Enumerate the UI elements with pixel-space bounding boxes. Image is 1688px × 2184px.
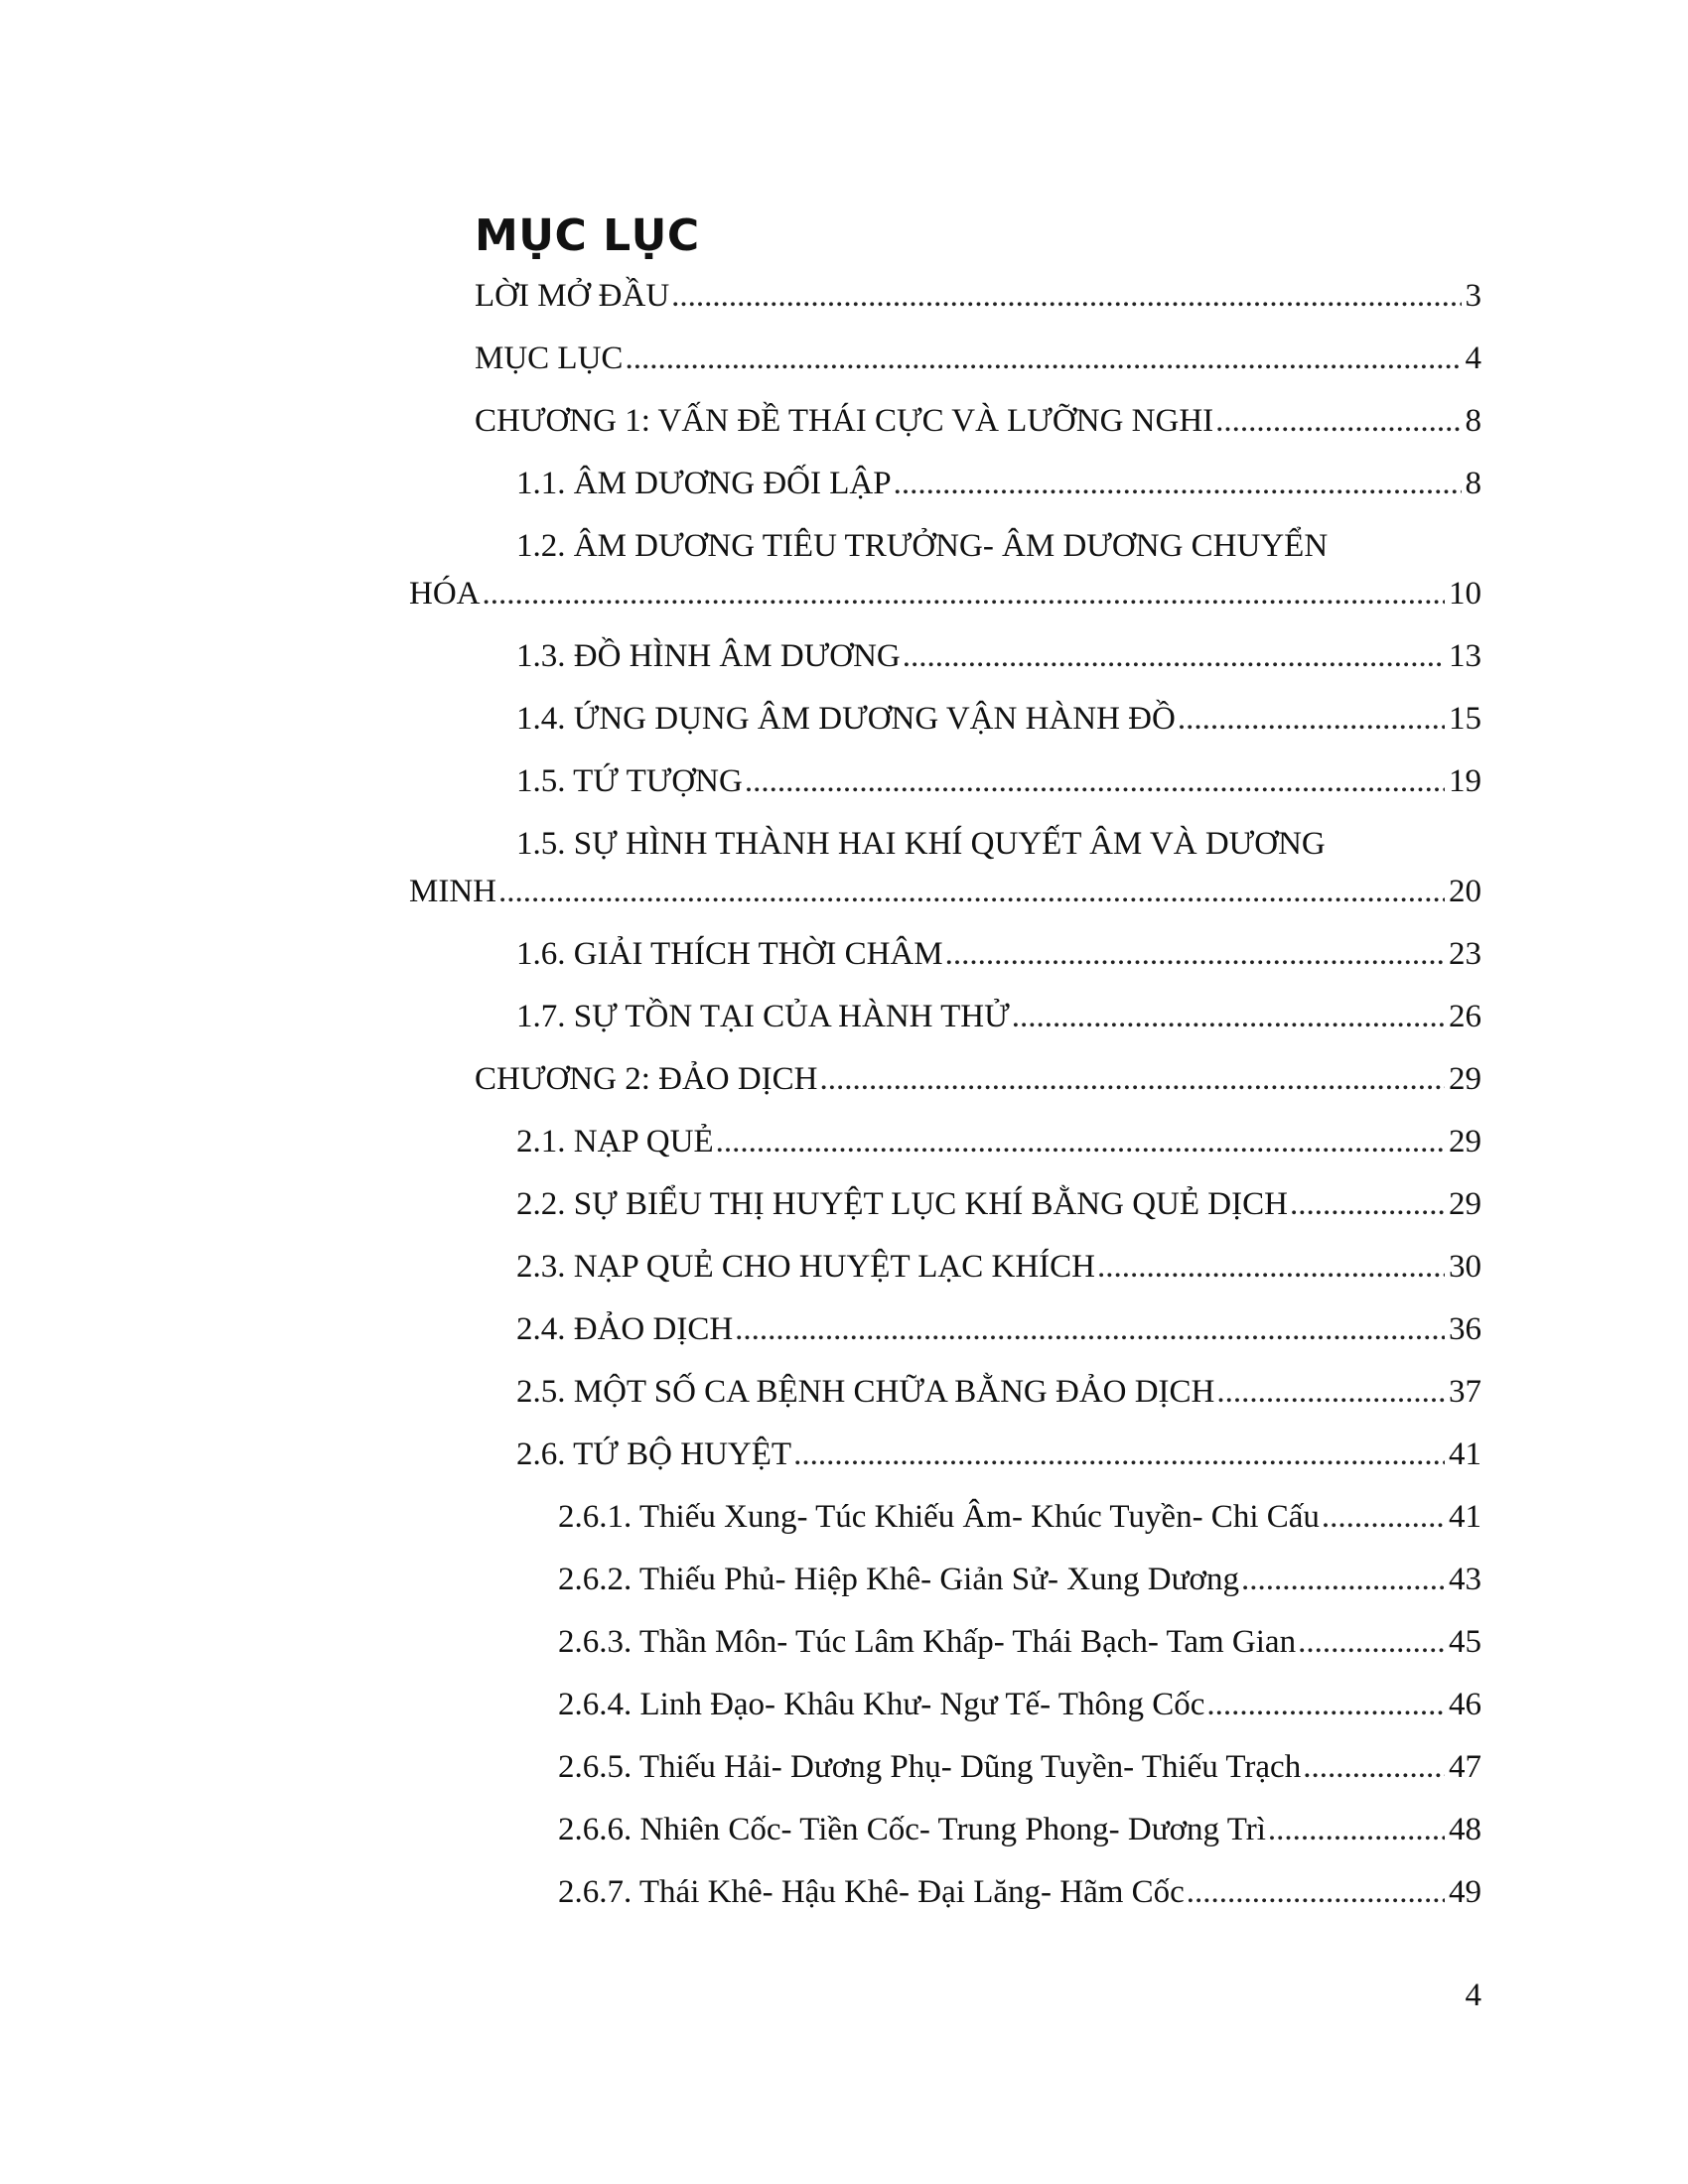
toc-entry-page: 45 [1449,1624,1481,1660]
dot-leader [735,1307,1445,1351]
toc-entry-title: 2.6.2. Thiếu Phủ- Hiệp Khê- Giản Sử- Xung Dương [558,1562,1239,1597]
toc-entry-title: MỤC LỤC [475,341,624,376]
toc-entry-page: 10 [1449,576,1481,612]
dot-leader [903,634,1445,678]
toc-entry-page: 30 [1449,1249,1481,1285]
toc-entry[interactable] [558,1808,1481,1851]
toc-entry-page: 8 [1465,466,1481,501]
toc-entry-page: 29 [1449,1186,1481,1222]
dot-leader [1241,1558,1445,1601]
toc-entry-title: 2.6.1. Thiếu Xung- Túc Khiếu Âm- Khúc Tuyền- Chi Cấu [558,1499,1320,1535]
dot-leader [498,870,1445,913]
toc-entry-page: 13 [1449,638,1481,674]
toc-entry[interactable] [558,1558,1481,1601]
toc-entry-page: 36 [1449,1311,1481,1347]
toc-entry-title: 2.6.5. Thiếu Hải- Dương Phụ- Dũng Tuyền- Thiếu Trạch [558,1749,1302,1785]
dot-leader [1290,1182,1445,1226]
toc-entry[interactable] [558,1620,1481,1664]
dot-leader [745,759,1445,803]
toc-entry-title: 2.6.7. Thái Khê- Hậu Khê- Đại Lăng- Hãm Cốc [558,1874,1185,1910]
toc-entry-title: 2.5. MỘT SỐ CA BỆNH CHỮA BẰNG ĐẢO DỊCH [516,1374,1215,1410]
toc-entry[interactable] [516,995,1481,1038]
toc-entry[interactable] [516,697,1481,741]
toc-entry-page: 23 [1449,936,1481,972]
toc-entry-title: LỜI MỞ ĐẦU [475,278,670,314]
toc-entry-page: 43 [1449,1562,1481,1597]
toc-entry[interactable] [516,932,1481,976]
dot-leader [1097,1245,1445,1289]
toc-entry-page: 15 [1449,701,1481,737]
dot-leader [1268,1808,1445,1851]
toc-entry[interactable] [516,1245,1481,1289]
toc-entry-title: 2.4. ĐẢO DỊCH [516,1311,734,1347]
toc-entry-page: 26 [1449,999,1481,1034]
toc-entry[interactable] [558,1495,1481,1539]
dot-leader [1187,1870,1445,1914]
toc-entry-page: 29 [1449,1124,1481,1160]
toc-entry[interactable] [516,1433,1481,1476]
toc-entry[interactable] [475,399,1481,443]
toc-entry-title: 1.7. SỰ TỒN TẠI CỦA HÀNH THỬ [516,999,1010,1034]
toc-entry-title: 2.6.4. Linh Đạo- Khâu Khư- Ngư Tế- Thông Cốc [558,1687,1205,1722]
toc-entry[interactable] [516,1182,1481,1226]
dot-leader [793,1433,1445,1476]
toc-entry-page: 49 [1449,1874,1481,1910]
toc-entry-title: 2.6.6. Nhiên Cốc- Tiền Cốc- Trung Phong- Dương Trì [558,1812,1266,1847]
dot-leader [1178,697,1445,741]
dot-leader [1012,995,1445,1038]
dot-leader [483,572,1446,615]
toc-entry-page: 3 [1465,278,1481,314]
toc-entry-title[interactable]: 1.2. ÂM DƯƠNG TIÊU TRƯỞNG- ÂM DƯƠNG CHUYỂN [516,528,1329,564]
dot-leader [1322,1495,1445,1539]
toc-entry-title: 2.6.3. Thần Môn- Túc Lâm Khấp- Thái Bạch- Tam Gian [558,1624,1297,1660]
toc-entry-page: 20 [1449,874,1481,909]
toc-entry-title: CHƯƠNG 2: ĐẢO DỊCH [475,1061,818,1097]
toc-entry-title: HÓA [409,576,481,612]
dot-leader [894,462,1462,505]
dot-leader [1206,1683,1445,1726]
toc-heading: MỤC LỤC [475,210,700,261]
toc-entry-page: 47 [1449,1749,1481,1785]
toc-entry-title: MINH [409,874,496,909]
toc-entry-page: 41 [1449,1436,1481,1472]
toc-entry[interactable] [475,274,1481,318]
toc-entry[interactable] [516,1120,1481,1163]
toc-entry[interactable] [558,1745,1481,1789]
toc-entry-page: 46 [1449,1687,1481,1722]
toc-entry-title: 2.3. NẠP QUẺ CHO HUYỆT LẠC KHÍCH [516,1249,1095,1285]
toc-entry-title: CHƯƠNG 1: VẤN ĐỀ THÁI CỰC VÀ LƯỠNG NGHI [475,403,1214,439]
toc-entry[interactable] [558,1870,1481,1914]
toc-entry[interactable] [409,572,1481,615]
toc-entry[interactable] [409,870,1481,913]
toc-entry-page: 29 [1449,1061,1481,1097]
toc-entry-page: 19 [1449,763,1481,799]
toc-entry[interactable] [475,337,1481,380]
toc-entry-page: 8 [1465,403,1481,439]
dot-leader [1303,1745,1445,1789]
toc-entry-title: 1.6. GIẢI THÍCH THỜI CHÂM [516,936,943,972]
toc-entry-page: 48 [1449,1812,1481,1847]
toc-entry-title: 1.1. ÂM DƯƠNG ĐỐI LẬP [516,466,892,501]
dot-leader [716,1120,1445,1163]
toc-entry[interactable] [516,1307,1481,1351]
toc-entry[interactable] [516,1370,1481,1414]
page-number: 4 [1465,1978,1481,2013]
toc-entry-title: 1.4. ỨNG DỤNG ÂM DƯƠNG VẬN HÀNH ĐỒ [516,701,1176,737]
dot-leader [671,274,1461,318]
toc-entry-title: 2.1. NẠP QUẺ [516,1124,714,1160]
toc-entry[interactable] [558,1683,1481,1726]
toc-entry-title: 1.5. TỨ TƯỢNG [516,763,743,799]
dot-leader [1216,1370,1445,1414]
toc-entry-title: 2.2. SỰ BIỂU THỊ HUYỆT LỤC KHÍ BẰNG QUẺ DỊCH [516,1186,1288,1222]
toc-entry-page: 41 [1449,1499,1481,1535]
toc-entry[interactable] [475,1057,1481,1101]
dot-leader [625,337,1461,380]
toc-entry-title: 2.6. TỨ BỘ HUYỆT [516,1436,792,1472]
toc-entry-title[interactable]: 1.5. SỰ HÌNH THÀNH HAI KHÍ QUYẾT ÂM VÀ DƯƠNG [516,826,1326,862]
toc-entry[interactable] [516,759,1481,803]
dot-leader [820,1057,1445,1101]
toc-entry-page: 4 [1465,341,1481,376]
toc-entry[interactable] [516,462,1481,505]
dot-leader [945,932,1445,976]
toc-entry-page: 37 [1449,1374,1481,1410]
toc-entry-title: 1.3. ĐỒ HÌNH ÂM DƯƠNG [516,638,901,674]
dot-leader [1215,399,1461,443]
toc-entry[interactable] [516,634,1481,678]
dot-leader [1298,1620,1445,1664]
